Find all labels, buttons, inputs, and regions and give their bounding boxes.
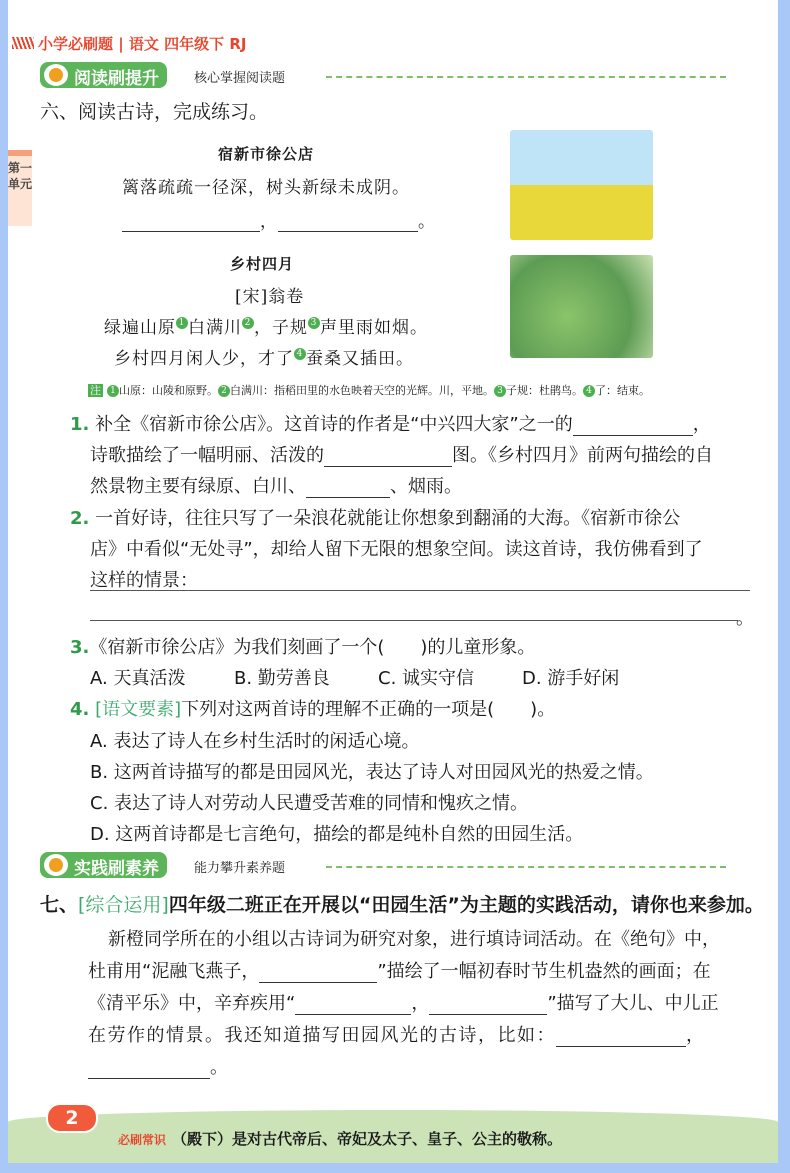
note-marker: 4 — [294, 348, 306, 360]
q-num: 3. — [70, 637, 90, 658]
q-num: 2. — [70, 508, 90, 529]
page-number: 2 — [46, 1103, 98, 1133]
poem2-author: [宋]翁卷 — [235, 287, 305, 307]
note-label: 注 — [90, 384, 101, 397]
tag-label: [综合运用] — [78, 894, 169, 916]
t: 。 — [210, 1057, 228, 1078]
q7-para3 — [88, 989, 719, 1015]
t: ”描绘了一幅初春时节生机盎然的画面；在 — [377, 961, 711, 982]
q7-para5 — [88, 1053, 228, 1079]
t: ，子规 — [254, 318, 308, 338]
q3-option-c[interactable]: C. 诚实守信 — [378, 668, 475, 689]
t: ， — [686, 1025, 706, 1046]
q3-option-b[interactable]: B. 勤劳善良 — [234, 668, 330, 689]
q2-end: 。 — [736, 608, 754, 629]
header-title: 小学必刷题 | 语文 四年级下 RJ — [38, 35, 247, 53]
t: 四年级二班正在开展以“田园生活”为主题的实践活动，请你也来参加。 — [168, 894, 764, 916]
comma: ， — [260, 212, 278, 232]
answer-line[interactable] — [90, 620, 738, 621]
answer-blank[interactable] — [573, 435, 693, 436]
t: ， — [411, 993, 430, 1014]
dashed-divider — [326, 866, 726, 868]
mascot-icon — [44, 64, 68, 86]
q1-line2 — [90, 441, 713, 467]
t: 在劳作的情景。我还知道描写田园风光的古诗，比如： — [88, 1025, 556, 1046]
q6-title: 六、阅读古诗，完成练习。 — [40, 101, 269, 123]
t: 声里雨如烟。 — [320, 318, 428, 338]
answer-line[interactable] — [90, 590, 750, 591]
t: 图。《乡村四月》前两句描绘的自 — [452, 445, 713, 466]
answer-blank[interactable] — [259, 982, 377, 983]
t: ， — [692, 414, 711, 435]
section-subtitle: 能力攀升素养题 — [194, 861, 286, 876]
period: 。 — [418, 212, 436, 232]
q-num: 4. — [70, 699, 90, 720]
unit-side-tab: 第一单元 — [8, 150, 32, 226]
q4-option-c[interactable]: C. 表达了诗人对劳动人民遭受苦难的同情和愧疚之情。 — [90, 793, 529, 814]
poem-blank[interactable] — [278, 231, 418, 232]
section-banner-practice — [40, 852, 167, 878]
tip-label: 必刷常识 — [118, 1133, 167, 1147]
q3-line — [70, 633, 535, 659]
annotation-note — [88, 382, 650, 398]
poem1-title: 宿新市徐公店 — [218, 145, 315, 163]
t: 、烟雨。 — [390, 476, 462, 497]
answer-blank[interactable] — [295, 1014, 411, 1015]
banner-label: 阅读刷提升 — [74, 69, 159, 89]
n: 4 — [583, 385, 595, 397]
q1-line1 — [70, 410, 711, 436]
q3-option-a[interactable]: A. 天真活泼 — [90, 668, 186, 689]
q7-title — [40, 890, 764, 917]
page — [8, 0, 778, 1163]
t: 《宿新市徐公店》为我们刻画了一个( )的儿童形象。 — [89, 637, 536, 658]
answer-blank[interactable] — [324, 466, 452, 467]
banner-label: 实践刷素养 — [74, 859, 159, 879]
t: 七、 — [40, 894, 79, 916]
poem-blank[interactable] — [122, 231, 260, 232]
logo-mark-icon — [12, 37, 34, 49]
t: 白满川 — [188, 318, 242, 338]
section-banner-reading — [40, 62, 167, 88]
q2-line1 — [70, 504, 680, 530]
q4-line — [70, 695, 555, 721]
t: 白满川：指稻田里的水色映着天空的光辉。川，平地。 — [230, 384, 494, 397]
n: 3 — [494, 385, 506, 397]
q4-option-d[interactable]: D. 这两首诗都是七言绝句，描绘的都是纯朴自然的田园生活。 — [90, 824, 584, 845]
q7-para2 — [88, 957, 711, 983]
poem2-line2 — [114, 344, 414, 369]
t: 诗歌描绘了一幅明丽、活泼的 — [90, 445, 324, 466]
q1-line3 — [90, 472, 462, 498]
t: 绿遍山原 — [104, 318, 176, 338]
poem2-title: 乡村四月 — [230, 255, 295, 273]
q7-para4 — [88, 1021, 706, 1047]
answer-blank[interactable] — [306, 497, 390, 498]
dashed-divider — [326, 76, 726, 78]
poem1-illustration — [510, 130, 653, 240]
t: 杜甫用“泥融飞燕子， — [88, 961, 260, 982]
q2-line3: 这样的情景： — [90, 570, 198, 591]
note-marker: 1 — [176, 317, 188, 329]
t: 乡村四月闲人少，才了 — [114, 349, 294, 369]
section-subtitle: 核心掌握阅读题 — [194, 71, 286, 86]
q4-option-a[interactable]: A. 表达了诗人在乡村生活时的闲适心境。 — [90, 731, 420, 752]
t: 《清平乐》中，辛弃疾用“ — [88, 993, 296, 1014]
mascot-icon — [44, 854, 68, 876]
n: 1 — [107, 385, 119, 397]
answer-blank[interactable] — [429, 1014, 547, 1015]
q4-option-b[interactable]: B. 这两首诗描写的都是田园风光，表达了诗人对田园风光的热爱之情。 — [90, 762, 654, 783]
poem1-line1: 篱落疏疏一径深，树头新绿未成阴。 — [122, 178, 410, 198]
note-marker: 2 — [242, 317, 254, 329]
poem2-line1 — [104, 313, 428, 338]
t: 山原：山陵和原野。 — [119, 384, 218, 397]
tip-text: （殿下）是对古代帝后、帝妃及太子、皇子、公主的敬称。 — [172, 1130, 563, 1148]
n: 2 — [218, 385, 230, 397]
answer-blank[interactable] — [88, 1078, 210, 1079]
q2-line2: 店》中看似“无处寻”，却给人留下无限的想象空间。读这首诗，我仿佛看到了 — [90, 539, 703, 560]
t: 然景物主要有绿原、白川、 — [90, 476, 306, 497]
answer-blank[interactable] — [556, 1046, 686, 1047]
q-num: 1. — [70, 414, 90, 435]
poem2-illustration — [510, 255, 653, 358]
running-header — [12, 33, 247, 54]
tag-label: [语文要素] — [95, 699, 182, 720]
poem1-line2 — [122, 207, 436, 232]
t: 蚕桑又插田。 — [306, 349, 414, 369]
t: 一首好诗，往往只写了一朵浪花就能让你想象到翻涌的大海。《宿新市徐公 — [95, 508, 681, 529]
t: 补全《宿新市徐公店》。这首诗的作者是“中兴四大家”之一的 — [95, 414, 573, 435]
footer-tip — [118, 1128, 562, 1149]
t: 子规：杜鹃鸟。 — [506, 384, 583, 397]
t: 下列对这两首诗的理解不正确的一项是( )。 — [181, 699, 556, 720]
q7-para1: 新橙同学所在的小组以古诗词为研究对象，进行填诗词活动。在《绝句》中， — [108, 929, 720, 950]
q3-option-d[interactable]: D. 游手好闲 — [522, 668, 620, 689]
t: 了：结束。 — [595, 384, 650, 397]
note-marker: 3 — [308, 317, 320, 329]
t: ”描写了大儿、中儿正 — [547, 993, 719, 1014]
